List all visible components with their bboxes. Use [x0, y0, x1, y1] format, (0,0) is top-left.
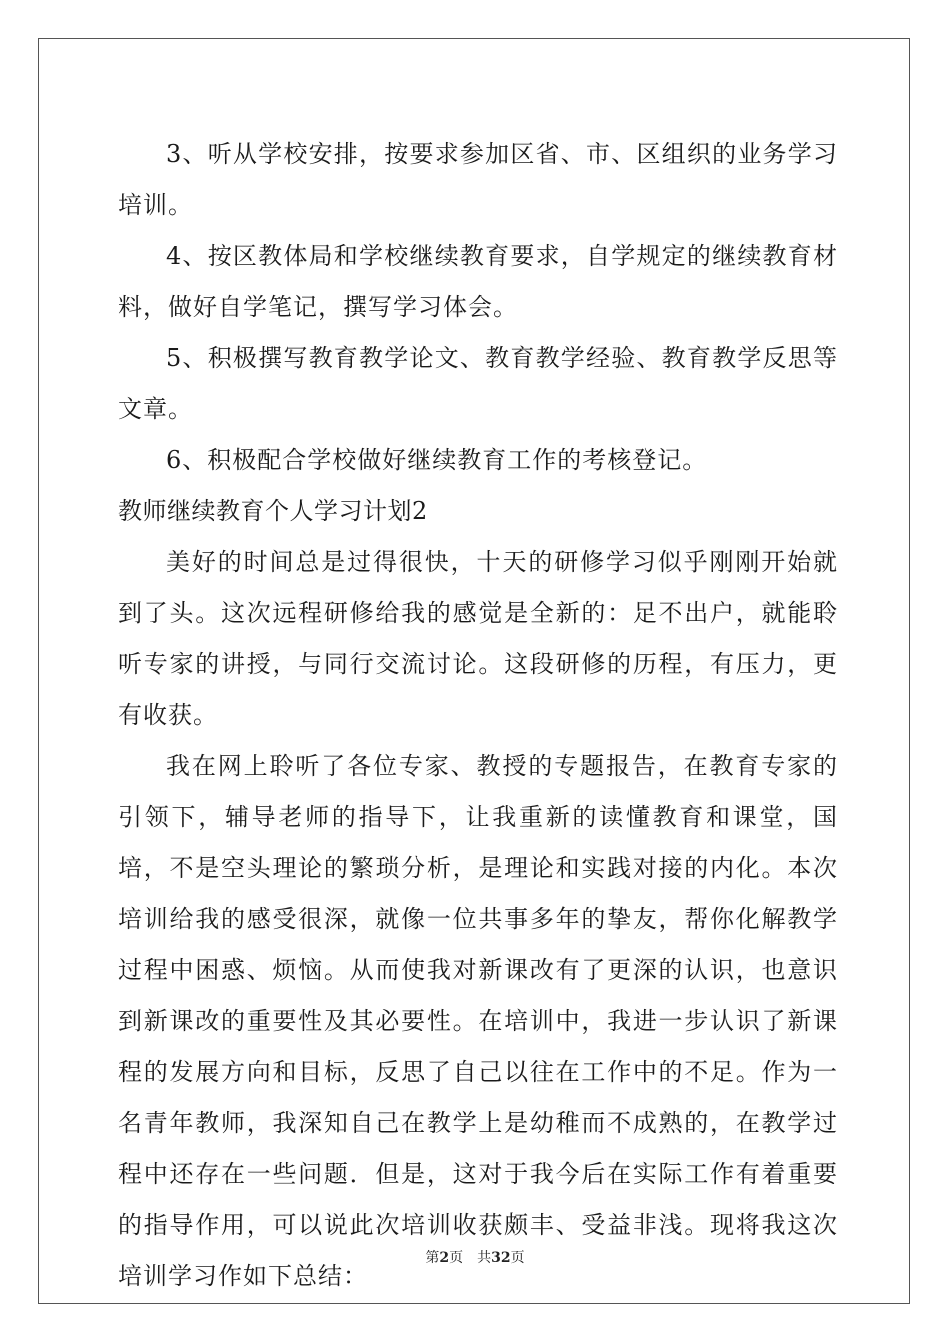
- page-footer: [0, 1247, 950, 1267]
- section-heading: 教师继续教育个人学习计划2: [118, 497, 428, 525]
- paragraph-item-4: 4、按区教体局和学校继续教育要求，自学规定的继续教育材料，做好自学笔记，撰写学习体会。: [118, 242, 838, 321]
- footer-total-pages: 32: [491, 1250, 511, 1266]
- paragraph-item-6: 6、积极配合学校做好继续教育工作的考核登记。: [166, 446, 708, 474]
- paragraph-reflection: 我在网上聆听了各位专家、教授的专题报告，在教育专家的引领下，辅导老师的指导下，让我重新的读懂教育和课堂，国培，不是空头理论的繁琐分析，是理论和实践对接的内化。本次培训给我的感受很深，就像一位共事多年的挚友，帮你化解教学过程中困惑、烦恼。从而使我对新课改有了更深的认识，也意识到新课改的重要性及其必要性。在培训中，我进一步认识了新课程的发展方向和目标，反思了自己以往在工作中的不足。作为一名青年教师，我深知自己在教学上是幼稚而不成熟的，在教学过程中还存在一些问题．但是，这对于我今后在实际工作有着重要的指导作用，可以说此次培训收获颇丰、受益非浅。现将我这次培训学习作如下总结：: [118, 752, 838, 1290]
- paragraph-item-3: 3、听从学校安排，按要求参加区省、市、区组织的业务学习培训。: [118, 140, 838, 219]
- document-body: [118, 129, 838, 1302]
- footer-page-number: 2: [439, 1250, 450, 1266]
- footer-prefix: 第: [425, 1250, 440, 1266]
- paragraph-intro: 美好的时间总是过得很快，十天的研修学习似乎刚刚开始就到了头。这次远程研修给我的感觉是全新的：足不出户，就能聆听专家的讲授，与同行交流讨论。这段研修的历程，有压力，更有收获。: [118, 548, 838, 729]
- paragraph-item-5: 5、积极撰写教育教学论文、教育教学经验、教育教学反思等文章。: [118, 344, 838, 423]
- footer-suffix: 页: [510, 1250, 525, 1266]
- footer-mid: 页 共: [449, 1250, 492, 1266]
